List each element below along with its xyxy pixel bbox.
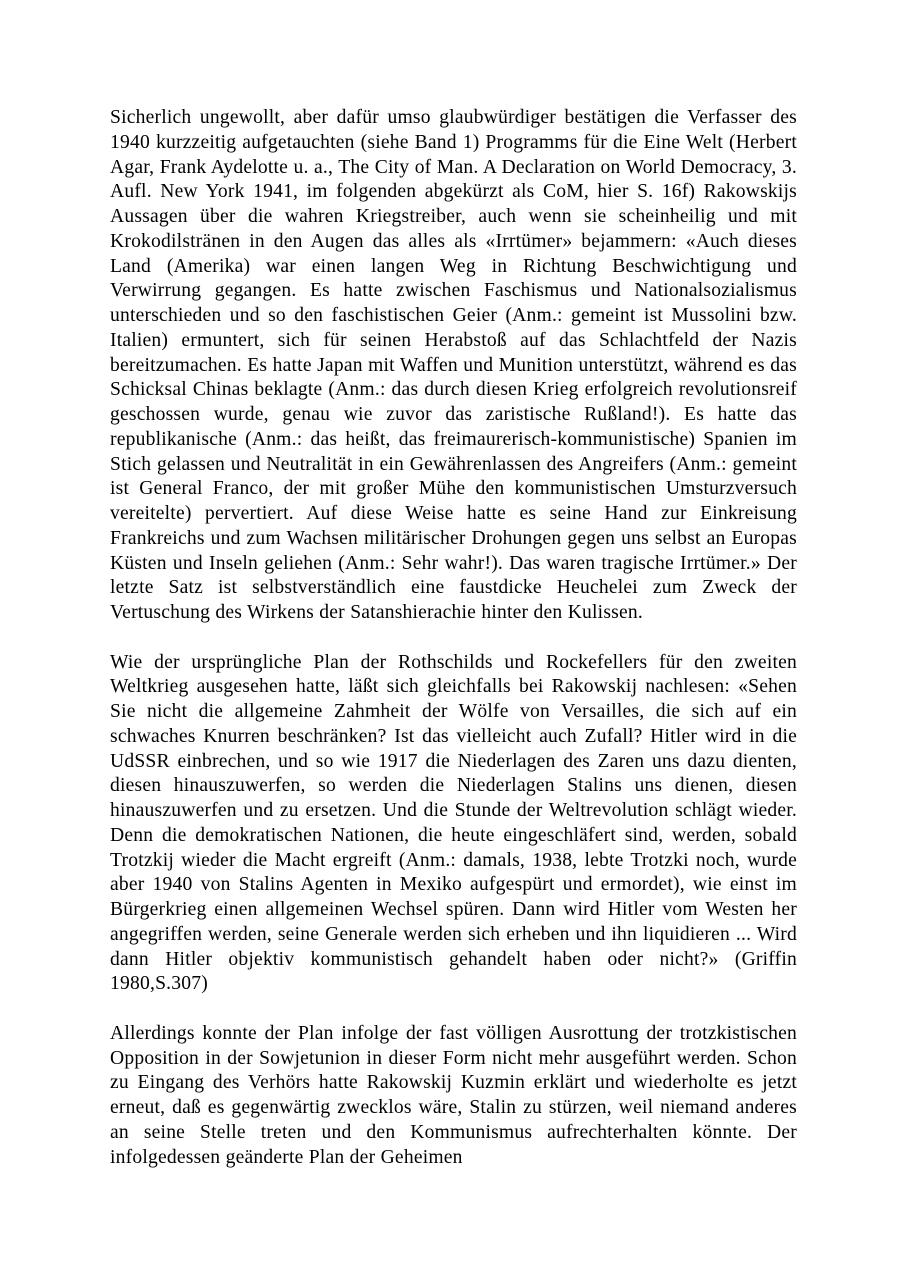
paragraph-3: Allerdings konnte der Plan infolge der fast völligen Ausrottung der trotzkistischen Opposition in der Sowjetunion in dieser Form nicht mehr ausgeführt werden. Schon zu Eingang des Verhörs hatte Rakowskij Kuzmin erklärt und wiederholte es jetzt erneut, daß es gegenwärtig zwecklos wäre, Stalin zu stürzen, weil niemand anderes an seine Stelle treten und den Kommunismus aufrechterhalten könnte. Der infolgedessen geänderte Plan der Geheimen (110, 1022, 797, 1168)
paragraph-1: Sicherlich ungewollt, aber dafür umso glaubwürdiger bestätigen die Verfasser des 1940 kurzzeitig aufgetauchten (siehe Band 1) Programms für die Eine Welt (Herbert Agar, Frank Aydelotte u. a., The City of Man. A Declaration on World Democracy, 3. Aufl. New York 1941, im folgenden abgekürzt als CoM, hier S. 16f) Rakowskijs Aussagen über die wahren Kriegstreiber, auch wenn sie scheinheilig und mit Krokodilstränen in den Augen das alles als «Irrtümer» bejammern: «Auch dieses Land (Amerika) war einen langen Weg in Richtung Beschwichtigung und Verwirrung gegangen. Es hatte zwischen Faschismus und Nationalsozialismus unterschieden und so den faschistischen Geier (Anm.: gemeint ist Mussolini bzw. Italien) ermuntert, sich für seinen Herabstoß auf das Schlachtfeld der Nazis bereitzumachen. Es hatte Japan mit Waffen und Munition unterstützt, während es das Schicksal Chinas beklagte (Anm.: das durch diesen Krieg erfolgreich revolutionsreif geschossen wurde, genau wie zuvor das zaristische Rußland!). Es hatte das republikanische (Anm.: das heißt, das freimaurerisch-kommunistische) Spanien im Stich gelassen und Neutralität in ein Gewährenlassen des Angreifers (Anm.: gemeint ist General Franco, der mit großer Mühe den kommunistischen Umsturzversuch vereitelte) pervertiert. Auf diese Weise hatte es seine Hand zur Einkreisung Frankreichs und zum Wachsen militärischer Drohungen gegen uns selbst an Europas Küsten und Inseln geliehen (Anm.: Sehr wahr!). Das waren tragische Irrtümer.» Der letzte Satz ist selbstverständlich eine faustdicke Heuchelei zum Zweck der Vertuschung des Wirkens der Satanshierachie hinter den Kulissen. (110, 107, 797, 623)
body-text-column (110, 106, 797, 1170)
paragraph-2: Wie der ursprüngliche Plan der Rothschilds und Rockefellers für den zweiten Weltkrieg ausgesehen hatte, läßt sich gleichfalls bei Rakowskij nachlesen: «Sehen Sie nicht die allgemeine Zahmheit der Wölfe von Versailles, die sich auf ein schwaches Knurren beschränken? Ist das vielleicht auch Zufall? Hitler wird in die UdSSR einbrechen, und so wie 1917 die Niederlagen des Zaren uns dazu dienten, diesen hinauszuwerfen, so werden die Niederlagen Stalins uns dienen, diesen hinauszuwerfen und zu ersetzen. Und die Stunde der Weltrevolution schlägt wieder. Denn die demokratischen Nationen, die heute eingeschläfert sind, werden, sobald Trotzkij wieder die Macht ergreift (Anm.: damals, 1938, lebte Trotzki noch, wurde aber 1940 von Stalins Agenten in Mexiko aufgespürt und ermordet), wie einst im Bürgerkrieg einen allgemeinen Wechsel spüren. Dann wird Hitler vom Westen her angegriffen werden, seine Generale werden sich erheben und ihn liquidieren ... Wird dann Hitler objektiv kommunistisch gehandelt haben oder nicht?» (Griffin 1980,S.307) (110, 651, 797, 995)
